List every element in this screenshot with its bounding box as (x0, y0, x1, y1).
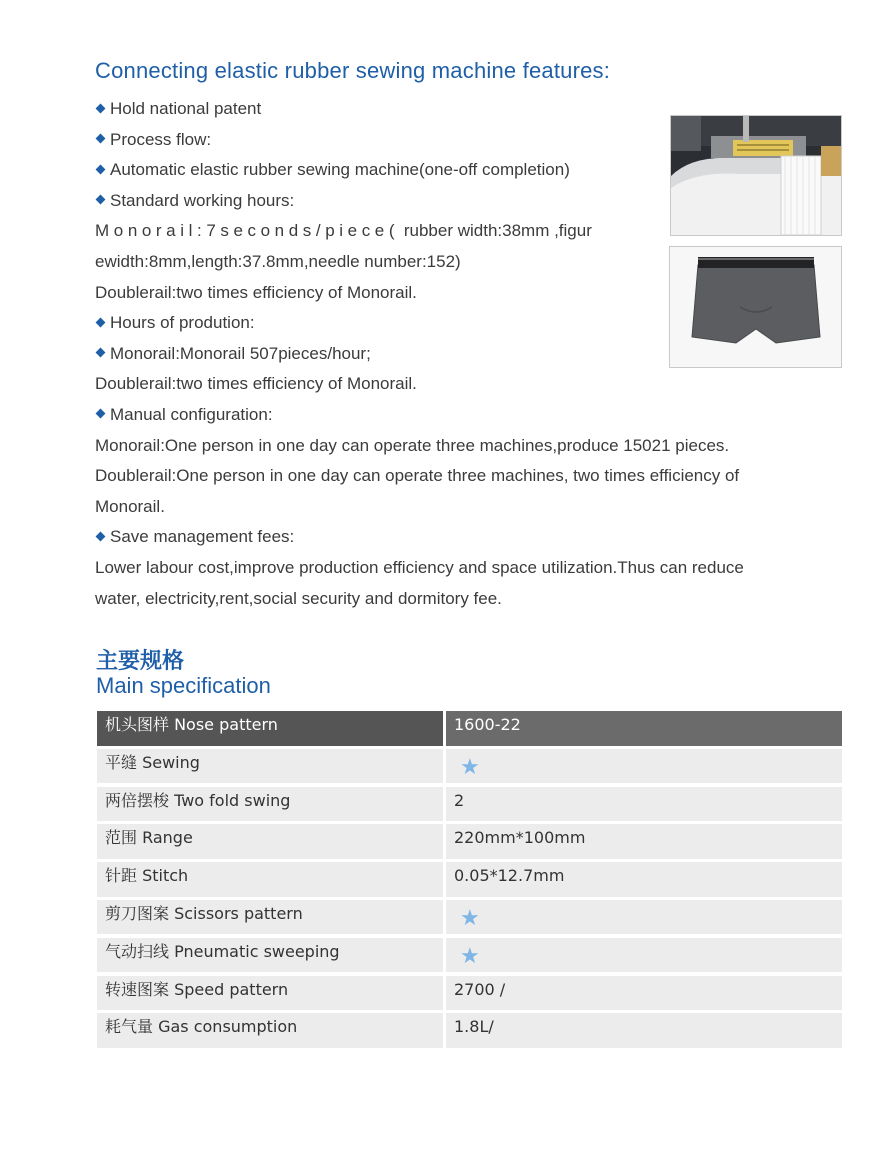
feature-line: Process flow: (95, 125, 850, 156)
feature-line: Lower labour cost,improve production efficiency and space utilization.Thus can reduce (95, 557, 744, 577)
feature-line: Doublerail:two times efficiency of Monorail. (95, 374, 417, 394)
feature-line: ewidth:8mm,length:37.8mm,needle number:152) (95, 251, 461, 271)
diamond-bullet-icon (96, 348, 106, 358)
diamond-bullet-icon (96, 317, 106, 327)
table-row (97, 938, 842, 973)
header-value-cell: 1600-22 (446, 711, 842, 746)
spec-table (97, 711, 842, 1051)
feature-line: Doublerail:One person in one day can operate three machines, two times efficiency of (95, 466, 740, 486)
feature-line: Standard working hours: (95, 186, 850, 217)
star-icon: ★ (460, 754, 480, 780)
spec-value-cell (446, 900, 842, 935)
table-row (97, 749, 842, 784)
feature-line: Manual configuration: (95, 400, 850, 431)
page-title: Connecting elastic rubber sewing machine features: (95, 58, 611, 83)
star-icon: ★ (460, 905, 480, 931)
feature-line: Monorail:One person in one day can operate three machines,produce 15021 pieces. (95, 435, 730, 455)
table-row (97, 900, 842, 935)
spec-label-cell: 范围 Range (97, 824, 443, 859)
header-label-cell: 机头图样 Nose pattern (97, 711, 443, 746)
diamond-bullet-icon (96, 103, 106, 113)
feature-line: Monorail:Monorail 507pieces/hour; (95, 339, 850, 370)
diamond-bullet-icon (96, 409, 106, 419)
feature-line: Hold national patent (95, 94, 850, 125)
feature-line: Doublerail:two times efficiency of Monorail. (95, 282, 417, 302)
spec-label-cell: 两倍摆梭 Two fold swing (97, 787, 443, 822)
table-row (97, 976, 842, 1011)
spec-value-cell: 1.8L/ (446, 1013, 842, 1048)
feature-line: Save management fees: (95, 522, 850, 553)
spec-value-cell: 2 (446, 787, 842, 822)
spec-label-cell: 平缝 Sewing (97, 749, 443, 784)
spec-value-cell: 0.05*12.7mm (446, 862, 842, 897)
table-row (97, 862, 842, 897)
spec-label-cell: 耗气量 Gas consumption (97, 1013, 443, 1048)
diamond-bullet-icon (96, 195, 106, 205)
diamond-bullet-icon (96, 164, 106, 174)
feature-line: Monorail:7seconds/piece( rubber width:38mm ,figur (95, 221, 592, 241)
spec-value-cell: 220mm*100mm (446, 824, 842, 859)
table-header-row (97, 711, 842, 746)
table-row (97, 787, 842, 822)
feature-line: Hours of prodution: (95, 308, 850, 339)
spec-title-en: Main specification (96, 673, 271, 698)
machine-photo (670, 115, 842, 236)
table-row (97, 824, 842, 859)
diamond-bullet-icon (96, 531, 106, 541)
product-photo (669, 246, 842, 368)
spec-value-cell: 2700 / (446, 976, 842, 1011)
spec-label-cell: 针距 Stitch (97, 862, 443, 897)
feature-line: Monorail. (95, 496, 165, 516)
spec-label-cell: 转速图案 Speed pattern (97, 976, 443, 1011)
star-icon: ★ (460, 943, 480, 969)
spec-title-cn: 主要规格 (96, 649, 185, 674)
feature-line: Automatic elastic rubber sewing machine(one-off completion) (95, 155, 850, 186)
spec-value-cell (446, 938, 842, 973)
feature-line: water, electricity,rent,social security and dormitory fee. (95, 588, 502, 608)
spec-label-cell: 气动扫线 Pneumatic sweeping (97, 938, 443, 973)
spec-value-cell (446, 749, 842, 784)
spec-label-cell: 剪刀图案 Scissors pattern (97, 900, 443, 935)
diamond-bullet-icon (96, 134, 106, 144)
table-row (97, 1013, 842, 1048)
